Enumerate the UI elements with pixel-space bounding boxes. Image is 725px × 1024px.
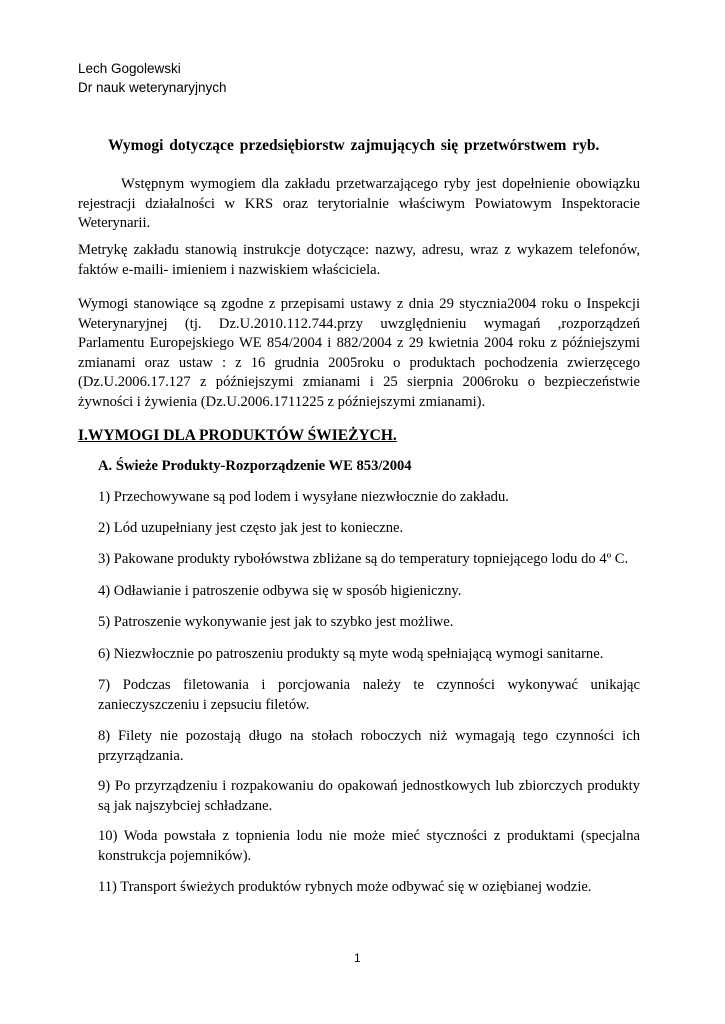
list-item: 6) Niezwłocznie po patroszeniu produkty są myte wodą spełniającą wymogi sanitarne.: [98, 646, 604, 662]
paragraph-registration: Wstępnym wymogiem dla zakładu przetwarzającego ryby jest dopełnienie obowiązku rejestracji działalności w KRS oraz terytorialnie właściwym Powiatowym Inspektoracie Weterynarii.: [78, 176, 640, 232]
author-name: Lech Gogolewski: [78, 61, 181, 76]
list-item: 2) Lód uzupełniany jest często jak jest to konieczne.: [98, 520, 404, 536]
paragraph-legal-basis: Wymogi stanowiące są zgodne z przepisami ustawy z dnia 29 stycznia2004 roku o Inspekcji Weterynaryjnej (tj. Dz.U.2010.112.744.przy uwzględnieniu wymagań ,rozporządzeń Parlamentu Europejskiego WE 854/2004 i 882/2004 z 29 kwietnia 2004 roku z późniejszymi zmianami oraz ustaw : z 16 grudnia 2005roku o produktach pochodzenia zwierzęcego (Dz.U.2006.17.127 z późniejszymi zmianami i 25 sierpnia 2006roku o bezpieczeństwie żywności i żywienia (Dz.U.2006.1711225 z późniejszymi zmianami).: [78, 296, 640, 410]
list-item: 8) Filety nie pozostają długo na stołach roboczych niż wymagają tego czynności ich przyrządzania.: [98, 728, 640, 764]
paragraph-metrics: Metrykę zakładu stanowią instrukcje dotyczące: nazwy, adresu, wraz z wykazem telefonów, faktów e-maili- imieniem i nazwiskiem właściciela.: [78, 242, 640, 278]
document-title: Wymogi dotyczące przedsiębiorstw zajmujących się przetwórstwem ryb.: [108, 137, 600, 154]
author-title: Dr nauk weterynaryjnych: [78, 80, 227, 95]
list-item: 5) Patroszenie wykonywanie jest jak to szybko jest możliwe.: [98, 614, 454, 630]
sub-heading: A. Świeże Produkty-Rozporządzenie WE 853/2004: [98, 458, 412, 474]
list-item: 10) Woda powstała z topnienia lodu nie może mieć styczności z produktami (specjalna konstrukcja pojemników).: [98, 828, 640, 864]
list-item: 11) Transport świeżych produktów rybnych może odbywać się w oziębianej wodzie.: [98, 879, 592, 895]
list-item: 1) Przechowywane są pod lodem i wysyłane niezwłocznie do zakładu.: [98, 489, 509, 505]
page-number: 1: [354, 951, 361, 965]
list-item: 7) Podczas filetowania i porcjowania należy te czynności wykonywać unikając zanieczyszczeniu i zepsuciu filetów.: [98, 677, 640, 713]
list-item: 4) Odławianie i patroszenie odbywa się w sposób higieniczny.: [98, 583, 462, 599]
list-item: 3) Pakowane produkty rybołówstwa zbliżane są do temperatury topniejącego lodu do 4º C.: [98, 551, 629, 567]
section-heading: I.WYMOGI DLA PRODUKTÓW ŚWIEŻYCH.: [78, 427, 397, 444]
list-item: 9) Po przyrządzeniu i rozpakowaniu do opakowań jednostkowych lub zbiorczych produkty są jak najszybciej schładzane.: [98, 778, 640, 814]
